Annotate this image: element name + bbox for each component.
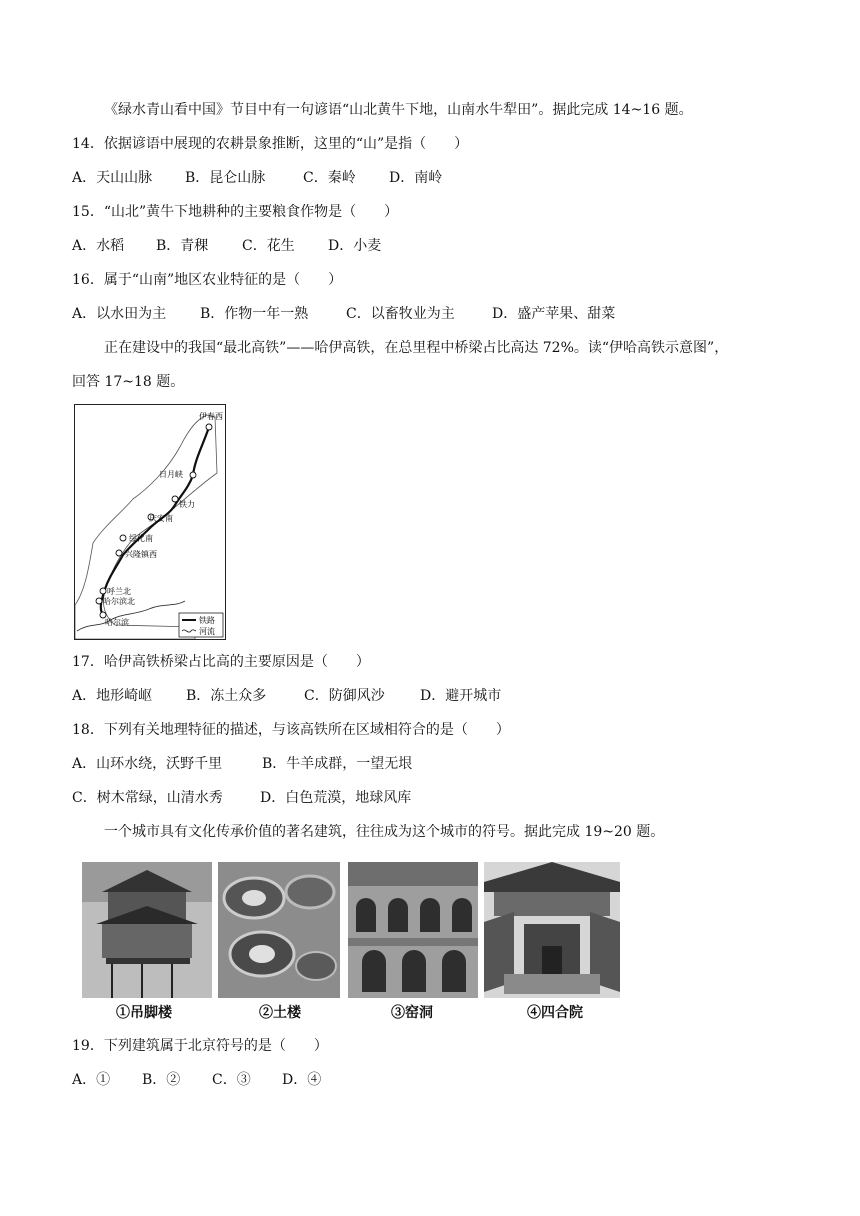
question-18-options-row1 (72, 754, 412, 774)
photo-cave-dwelling (348, 862, 478, 998)
option-b[interactable]: B．牛羊成群，一望无垠 (262, 756, 413, 772)
station-xinglongzhenxi: 兴隆镇西 (125, 550, 157, 559)
question-17-options (72, 686, 501, 706)
station-tieli: 铁力 (179, 500, 195, 509)
legend-railway: 铁路 (199, 616, 215, 625)
option-c[interactable]: C．秦岭 (303, 170, 356, 186)
intro-17-18-line2: 回答 17~18 题。 (72, 374, 185, 390)
question-14-options (72, 168, 442, 188)
option-a[interactable]: A．① (72, 1072, 111, 1088)
option-c[interactable]: C．③ (212, 1072, 251, 1088)
question-16-stem: 16．属于“山南”地区农业特征的是（ ） (72, 272, 343, 288)
option-d[interactable]: D．④ (282, 1072, 322, 1088)
caption-1: ①吊脚楼 (116, 1005, 172, 1021)
station-hulanbei: 呼兰北 (107, 587, 131, 596)
intro-19-20: 一个城市具有文化传承价值的著名建筑，往往成为这个城市的符号。据此完成 19~20 题。 (104, 824, 665, 840)
intro-14-16: 《绿水青山看中国》节目中有一句谚语“山北黄牛下地，山南水牛犁田”。据此完成 14~16 题。 (104, 102, 693, 118)
option-b[interactable]: B．昆仑山脉 (185, 170, 266, 186)
option-c[interactable]: C．花生 (242, 238, 295, 254)
option-b[interactable]: B．② (142, 1072, 181, 1088)
option-d[interactable]: D．小麦 (328, 238, 382, 254)
option-d[interactable]: D．白色荒漠，地球风库 (260, 790, 412, 806)
option-a[interactable]: A．地形崎岖 (72, 688, 153, 704)
question-15-options (72, 236, 381, 256)
option-d[interactable]: D．盛产苹果、甜菜 (492, 306, 616, 322)
option-d[interactable]: D．南岭 (389, 170, 443, 186)
caption-3: ③窑洞 (391, 1005, 433, 1021)
option-a[interactable]: A．以水田为主 (72, 306, 167, 322)
option-c[interactable]: C．以畜牧业为主 (346, 306, 455, 322)
option-d[interactable]: D．避开城市 (420, 688, 502, 704)
station-yichunxi: 伊春西 (199, 412, 223, 421)
option-b[interactable]: B．作物一年一熟 (200, 306, 309, 322)
option-a[interactable]: A．山环水绕，沃野千里 (72, 756, 223, 772)
legend-river: 河流 (199, 627, 215, 636)
caption-4: ④四合院 (527, 1005, 583, 1021)
map-region-outline (75, 415, 217, 639)
station-haerbin: 哈尔滨 (105, 618, 129, 627)
station-qinganan: 庆安南 (149, 514, 173, 523)
railway-map-svg (75, 405, 225, 639)
question-15-stem: 15．“山北”黄牛下地耕种的主要粮食作物是（ ） (72, 204, 399, 220)
map-legend (179, 613, 223, 637)
question-17-stem: 17．哈伊高铁桥梁占比高的主要原因是（ ） (72, 654, 370, 670)
photo-courtyard-house (484, 862, 620, 998)
architecture-photos (82, 862, 622, 1028)
question-18-stem: 18．下列有关地理特征的描述，与该高铁所在区域相符合的是（ ） (72, 722, 510, 738)
option-b[interactable]: B．青稞 (156, 238, 209, 254)
option-b[interactable]: B．冻土众多 (186, 688, 267, 704)
photo-earth-building (218, 862, 340, 998)
option-a[interactable]: A．水稻 (72, 238, 125, 254)
question-16-options (72, 304, 615, 324)
question-19-options (72, 1070, 321, 1090)
railway-map (74, 404, 226, 640)
intro-17-18-line1: 正在建设中的我国“最北高铁”——哈伊高铁，在总里程中桥梁占比高达 72%。读“伊哈高铁示意图”， (104, 340, 729, 356)
option-c[interactable]: C．树木常绿，山清水秀 (72, 790, 223, 806)
option-a[interactable]: A．天山山脉 (72, 170, 153, 186)
question-19-stem: 19．下列建筑属于北京符号的是（ ） (72, 1038, 328, 1054)
caption-2: ②土楼 (259, 1005, 301, 1021)
question-18-options-row2 (72, 788, 411, 808)
station-suihuanan: 绥化南 (129, 534, 153, 543)
station-haerbinbei: 哈尔滨北 (103, 597, 135, 606)
station-riyuexia: 日月峡 (159, 470, 183, 479)
question-14-stem: 14．依据谚语中展现的农耕景象推断，这里的“山”是指（ ） (72, 136, 469, 152)
photo-stilt-house (82, 862, 212, 998)
option-c[interactable]: C．防御风沙 (304, 688, 385, 704)
